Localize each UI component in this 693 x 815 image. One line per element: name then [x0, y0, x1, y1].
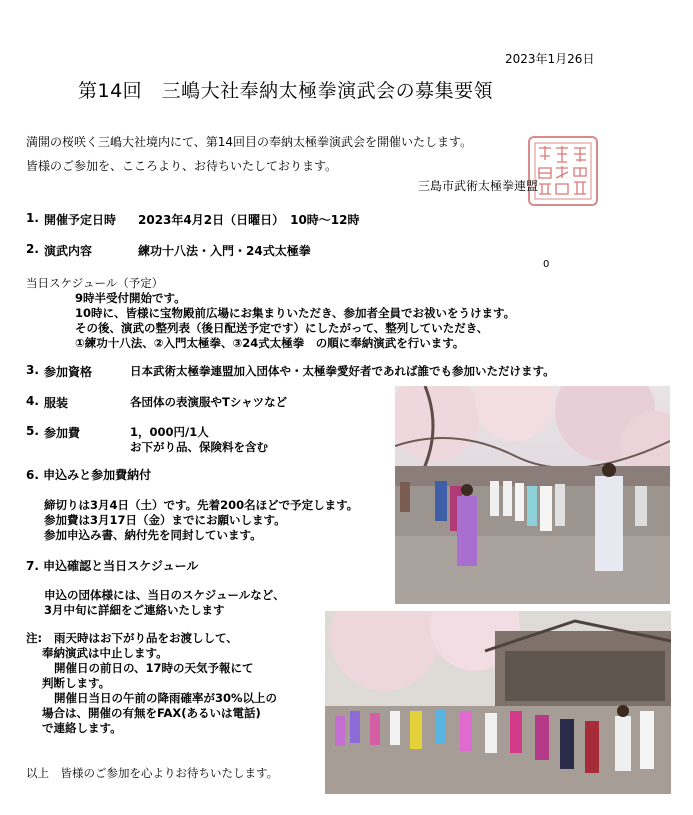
stray-mark: 0 — [543, 259, 550, 270]
section-4-value: 各団体の表演服やTシャツなど — [130, 395, 288, 409]
section-3-num: 3. — [26, 363, 39, 377]
intro-line-1: 満開の桜咲く三嶋大社境内にて、第14回目の奉納太極拳演武会を開催いたします。 — [26, 135, 473, 149]
organization-seal — [528, 136, 598, 206]
schedule-line-4: ①練功十八法、②入門太極拳、③24式太極拳 の順に奉納演武を行います。 — [75, 336, 465, 350]
section-5-label: 参加費 — [44, 426, 81, 440]
schedule-line-2: 10時に、皆様に宝物殿前広場にお集まりいただき、参加者全員でお祓いをうけます。 — [75, 306, 516, 320]
intro-line-2: 皆様のご参加を、こころより、お待ちいたしております。 — [26, 159, 338, 173]
note-line-4: 判断します。 — [42, 676, 111, 690]
organization-name: 三島市武術太極拳連盟 — [418, 179, 539, 193]
schedule-line-3: その後、演武の整列表（後日配送予定です）にしたがって、整列していただき、 — [75, 321, 489, 335]
note-line-7: で連絡します。 — [42, 721, 122, 735]
section-7-line-1: 申込の団体様には、当日のスケジュールなど、 — [44, 588, 285, 602]
section-5-value: 1，000円/1人 — [130, 425, 209, 439]
section-2-label: 演武内容 — [44, 244, 93, 258]
document-date: 2023年1月26日 — [505, 52, 595, 66]
photo-performance-2 — [325, 611, 671, 794]
schedule-heading: 当日スケジュール（予定） — [26, 276, 164, 290]
section-6-line-3: 参加申込み書、納付先を同封しています。 — [44, 528, 262, 542]
section-7-heading: 7. 申込確認と当日スケジュール — [26, 559, 199, 573]
photo-performance-1 — [395, 386, 670, 604]
section-5-value-2: お下がり品、保険料を含む — [130, 440, 268, 454]
section-3-value: 日本武術太極拳連盟加入団体や・太極拳愛好者であれば誰でも参加いただけます。 — [130, 364, 555, 378]
seal-stamp-icon — [530, 138, 596, 204]
section-4-num: 4. — [26, 394, 39, 408]
page-title: 第14回 三嶋大社奉納太極拳演武会の募集要領 — [78, 80, 494, 102]
note-line-2: 奉納演武は中止します。 — [42, 646, 168, 660]
section-6-line-2: 参加費は3月17日（金）までにお願いします。 — [44, 513, 286, 527]
section-2-num: 2. — [26, 242, 39, 256]
section-7-line-2: 3月中旬に詳細をご連絡いたします — [44, 603, 225, 617]
note-label: 注: — [26, 631, 43, 645]
note-line-3: 開催日の前日の、17時の天気予報にて — [54, 661, 254, 675]
section-3-label: 参加資格 — [44, 365, 93, 379]
closing-text: 以上 皆様のご参加を心よりお待ちいたします。 — [26, 766, 279, 780]
tai-chi-photo-2 — [325, 611, 671, 794]
section-6-heading: 6. 申込みと参加費納付 — [26, 468, 152, 482]
section-2-value: 練功十八法・入門・24式太極拳 — [138, 244, 311, 258]
section-1-value: 2023年4月2日（日曜日） 10時～12時 — [138, 213, 360, 227]
section-6-line-1: 締切りは3月4日（土）です。先着200名ほどで予定します。 — [44, 498, 359, 512]
schedule-line-1: 9時半受付開始です。 — [75, 291, 186, 305]
note-line-1: 雨天時はお下がり品をお渡しして、 — [54, 631, 238, 645]
note-line-5: 開催日当日の午前の降雨確率が30%以上の — [54, 691, 278, 705]
tai-chi-photo-1 — [395, 386, 670, 604]
section-5-num: 5. — [26, 424, 39, 438]
section-1-label: 開催予定日時 — [44, 213, 117, 227]
note-line-6: 場合は、開催の有無をFAX(あるいは電話) — [42, 706, 261, 720]
section-4-label: 服装 — [44, 396, 69, 410]
section-1-num: 1. — [26, 211, 39, 225]
